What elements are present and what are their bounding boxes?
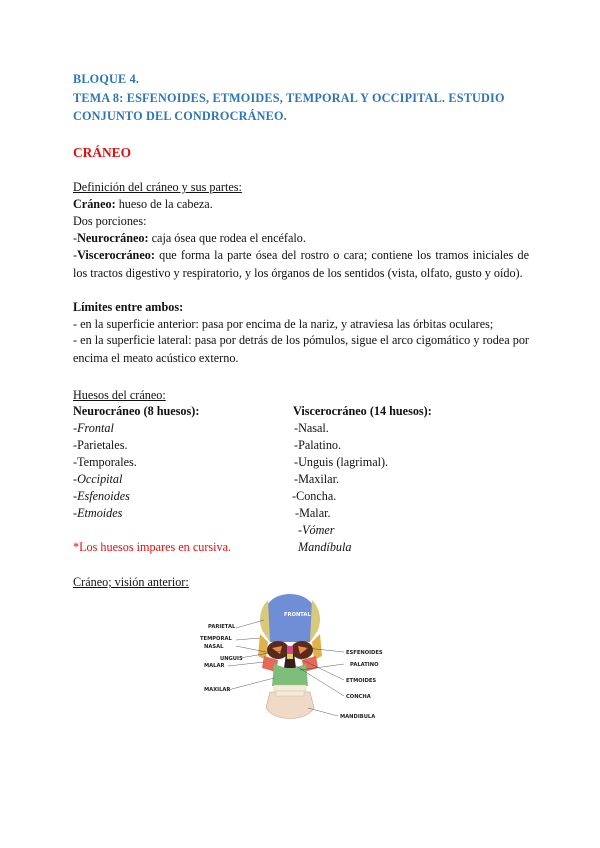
nasal-bone-shape [287, 654, 293, 659]
neuro-bones-heading: Neurocráneo (8 huesos): [73, 404, 200, 418]
label-esfenoides: ESFENOIDES [346, 650, 383, 656]
upper-teeth [274, 685, 306, 691]
limit-anterior: - en la superficie anterior: pasa por encima de la nariz, y atraviesa las órbitas oculares; [73, 317, 494, 331]
skull-anterior-figure [190, 590, 390, 740]
bone-concha: Concha. [296, 489, 337, 503]
neuro-bone-item: -Parietales. [73, 438, 128, 452]
skull-illustration [190, 590, 390, 740]
frontal-bone-shape [262, 594, 318, 642]
bone-esfenoides: Esfenoides [77, 489, 130, 503]
bone-nasal: Nasal. [298, 421, 329, 435]
craneo-definition [73, 197, 213, 212]
viscero-bone-item: -Palatino. [294, 438, 342, 452]
limit-lateral: - en la superficie lateral: pasa por detrás de los pómulos, sigue el arco cigomático y rodea por encima el meato acústico externo. [73, 333, 529, 365]
label-concha: CONCHA [346, 694, 371, 700]
neuro-definition [73, 231, 306, 246]
label-unguis: UNGUIS [220, 656, 243, 662]
label-palatino: PALATINO [350, 662, 379, 668]
temporal-bone-shape-right [312, 634, 322, 660]
neuro-bone-item: -Esfenoides [73, 489, 130, 503]
section-title: CRÁNEO [73, 145, 132, 160]
portions-label: Dos porciones: [73, 214, 147, 228]
viscero-bone-item: -Malar. [295, 506, 331, 520]
craneo-text: hueso de la cabeza. [115, 197, 213, 211]
neuro-term: Neurocráneo: [77, 231, 149, 245]
neuro-bone-item: -Temporales. [73, 455, 137, 469]
viscero-bone-item [298, 540, 352, 555]
viscero-text: que forma la parte ósea del rostro o cara; contiene los tramos iniciales de los tractos digestivo y respiratorio, y los órganos de los sentidos (vista, olfato, gusto y oído). [73, 248, 529, 280]
figure-heading: Cráneo; visión anterior: [73, 575, 189, 589]
bone-palatino: Palatino. [298, 438, 342, 452]
topic-title-line2: CONJUNTO DEL CONDROCRÁNEO. [73, 109, 287, 123]
bone-maxilar: Maxilar. [298, 472, 340, 486]
bone-temporales: Temporales. [77, 455, 137, 469]
topic-title-line1: TEMA 8: ESFENOIDES, ETMOIDES, TEMPORAL Y OCCIPITAL. ESTUDIO [73, 91, 505, 105]
viscero-bones-heading: Viscerocráneo (14 huesos): [293, 404, 432, 418]
viscero-bone-item: -Vómer [298, 523, 335, 537]
bone-mandibula: Mandíbula [298, 540, 352, 554]
bone-malar: Malar. [299, 506, 331, 520]
label-nasal: NASAL [204, 644, 224, 650]
bones-heading: Huesos del cráneo: [73, 388, 166, 402]
neuro-bone-item: -Occipital [73, 472, 123, 486]
lower-teeth [276, 691, 304, 696]
label-mandibula: MANDIBULA [340, 714, 376, 720]
unguis-bone-shape [287, 646, 293, 654]
definition-heading: Definición del cráneo y sus partes: [73, 180, 242, 194]
viscero-term: Viscerocráneo: [77, 248, 155, 262]
label-frontal: FRONTAL [284, 612, 311, 618]
neuro-bone-item: -Etmoides [73, 506, 123, 520]
block-title: BLOQUE 4. [73, 72, 140, 86]
label-temporal: TEMPORAL [200, 636, 232, 642]
label-malar: MALAR [204, 663, 225, 669]
limits-heading: Límites entre ambos: [73, 300, 184, 314]
label-etmoides: ETMOIDES [346, 678, 377, 684]
neuro-prefix: - [73, 231, 78, 245]
viscero-bone-item: -Concha. [292, 489, 337, 503]
neuro-bone-item: -Frontal [73, 421, 114, 435]
label-maxilar: MAXILAR [204, 687, 231, 693]
craneo-term: Cráneo: [73, 197, 116, 211]
viscero-prefix: - [73, 248, 78, 262]
viscero-bone-item: -Maxilar. [294, 472, 340, 486]
bone-unguis: Unguis (lagrimal). [298, 455, 389, 469]
bone-etmoides: Etmoides [77, 506, 123, 520]
bone-occipital: Occipital [77, 472, 123, 486]
label-parietal: PARIETAL [208, 624, 236, 630]
viscero-bone-item: -Unguis (lagrimal). [294, 455, 389, 469]
neuro-text: caja ósea que rodea el encéfalo. [148, 231, 306, 245]
viscero-bone-item: -Nasal. [294, 421, 329, 435]
bone-frontal: Frontal [77, 421, 114, 435]
bone-vomer: Vómer [302, 523, 335, 537]
bone-parietales: Parietales. [77, 438, 128, 452]
odd-bones-note: *Los huesos impares en cursiva. [73, 540, 232, 554]
viscero-definition [73, 247, 529, 282]
